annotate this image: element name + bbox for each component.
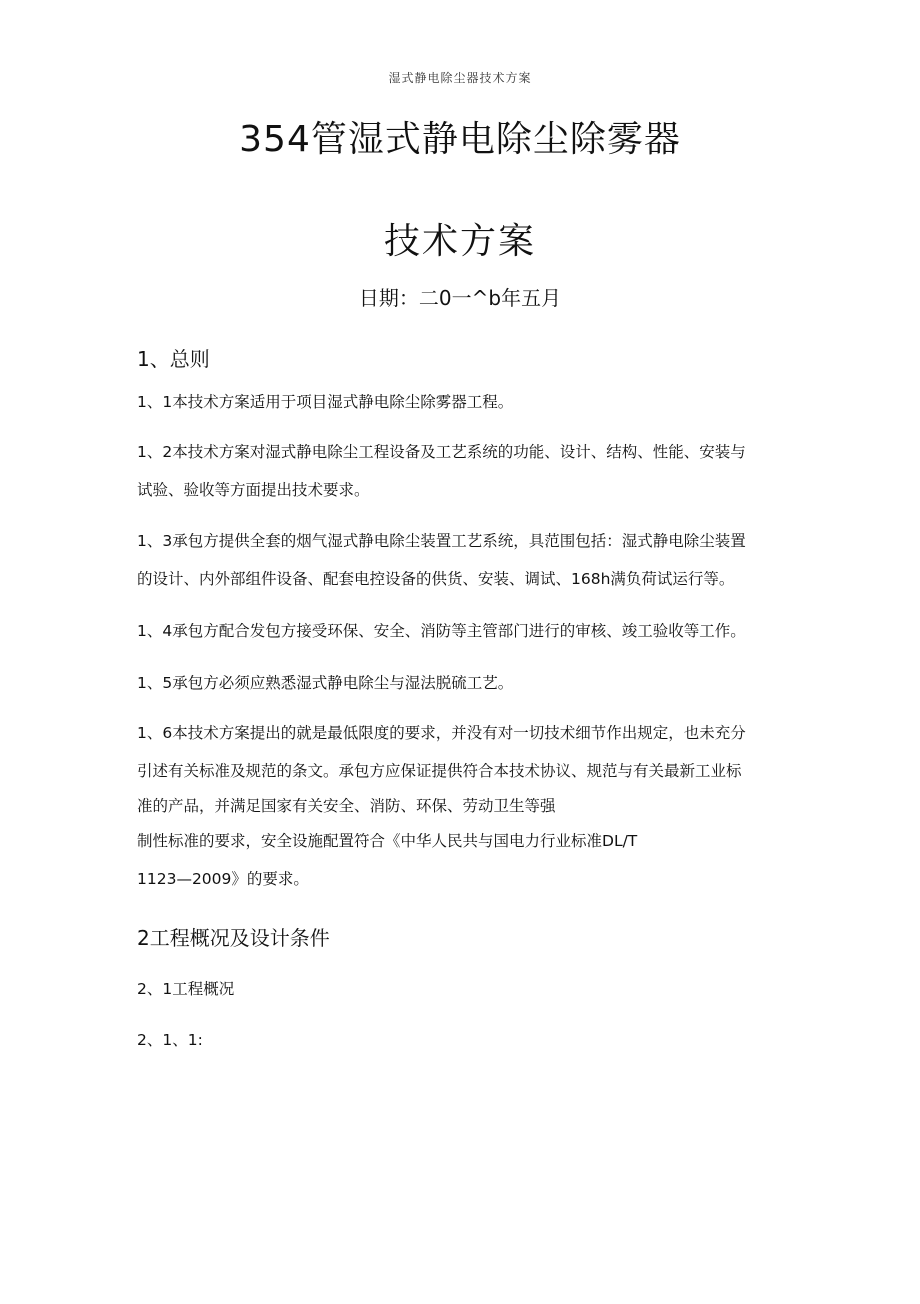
document-subtitle: 技术方案 [383, 221, 536, 262]
paragraph-1-6-line-1: 1、6本技术方案提出的就是最低限度的要求，并没有对一切技术细节作出规定，也未充分 [137, 724, 746, 742]
running-header: 湿式静电除尘器技术方案 [388, 71, 532, 85]
paragraph-1-6-line-4: 制性标准的要求，安全设施配置符合《中华人民共与国电力行业标准DL/T [137, 832, 638, 850]
paragraph-1-2-line-2: 试验、验收等方面提出技术要求。 [137, 481, 370, 499]
paragraph-1-6-line-2: 引述有关标准及规范的条文。承包方应保证提供符合本技术协议、规范与有关最新工业标 [137, 762, 742, 780]
paragraph-1-2-line-1: 1、2本技术方案对湿式静电除尘工程设备及工艺系统的功能、设计、结构、性能、安装与 [137, 443, 746, 461]
paragraph-1-6-line-5: 1123—2009》的要求。 [137, 870, 309, 888]
paragraph-1-3-line-2: 的设计、内外部组件设备、配套电控设备的供货、安装、调试、168h满负荷试运行等。 [137, 570, 735, 588]
section-heading-general: 1、总则 [137, 347, 210, 371]
paragraph-1-1: 1、1本技术方案适用于项目湿式静电除尘除雾器工程。 [137, 393, 514, 411]
paragraph-1-3-line-1: 1、3承包方提供全套的烟气湿式静电除尘装置工艺系统，具范围包括：湿式静电除尘装置 [137, 532, 746, 550]
document-date: 日期：二0一^b年五月 [358, 286, 562, 310]
paragraph-2-1-1: 2、1、1: [137, 1031, 203, 1049]
paragraph-1-6-line-3: 准的产品，并满足国家有关安全、消防、环保、劳动卫生等强 [137, 797, 556, 815]
document-title: 354管湿式静电除尘除雾器 [239, 119, 681, 160]
paragraph-1-5: 1、5承包方必须应熟悉湿式静电除尘与湿法脱硫工艺。 [137, 674, 514, 692]
paragraph-1-4: 1、4承包方配合发包方接受环保、安全、消防等主管部门进行的审核、竣工验收等工作。 [137, 622, 746, 640]
section-heading-project-overview: 2工程概况及设计条件 [137, 926, 330, 950]
paragraph-2-1: 2、1工程概况 [137, 980, 235, 998]
